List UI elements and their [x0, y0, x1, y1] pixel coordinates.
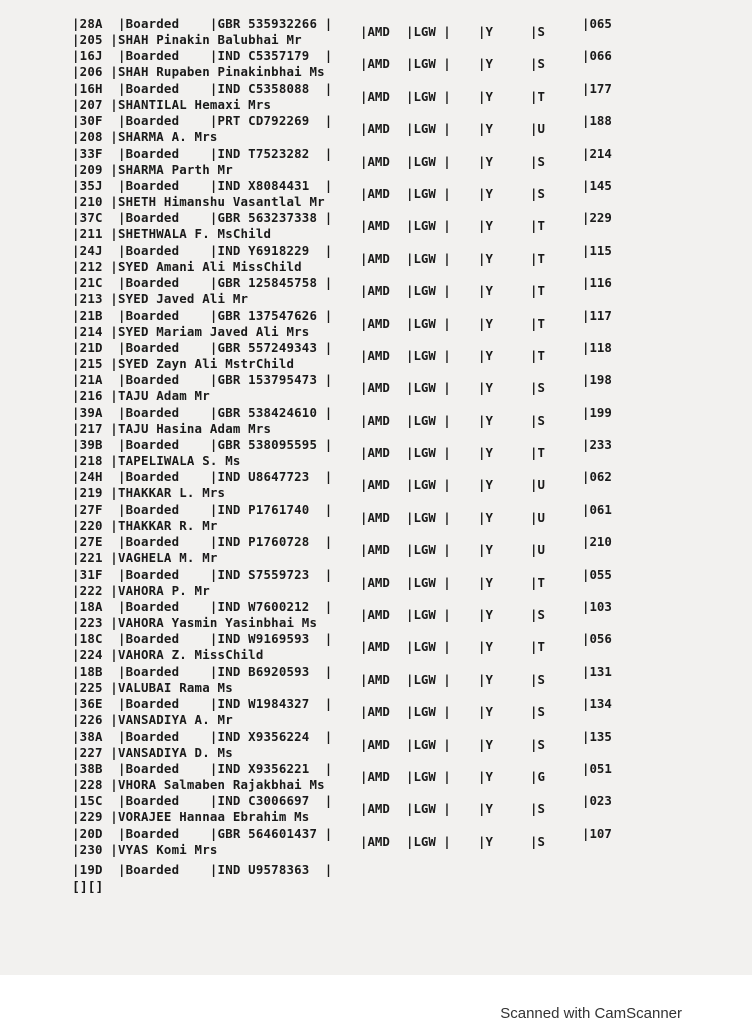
flight-columns: [360, 177, 650, 202]
class-code: |T: [530, 315, 545, 331]
seat-status-passport: |18A |Boarded |IND W7600212 |: [72, 599, 333, 615]
origin-code: |AMD: [360, 218, 390, 234]
class-code: |G: [530, 768, 545, 784]
origin-code: |AMD: [360, 121, 390, 137]
seat-status-passport: |36E |Boarded |IND W1984327 |: [72, 696, 333, 712]
destination-code: |LGW |: [406, 542, 451, 558]
passenger-record: [72, 241, 652, 273]
flight-columns: [360, 48, 650, 72]
cabin-code: |Y: [478, 574, 493, 590]
bag-number: |107: [582, 825, 612, 841]
sequence-name: |207 |SHANTILAL Hemaxi Mrs: [72, 96, 272, 112]
bag-number: |023: [582, 793, 612, 809]
destination-code: |LGW |: [406, 283, 451, 299]
cabin-code: |Y: [478, 88, 493, 104]
flight-columns: [360, 16, 650, 40]
cabin-code: |Y: [478, 671, 493, 687]
flight-columns: [360, 534, 650, 558]
seat-status-passport: |28A |Boarded |GBR 535932266 |: [72, 16, 333, 31]
destination-code: |LGW |: [406, 607, 451, 623]
destination-code: |LGW |: [406, 671, 451, 687]
passenger-record: [72, 273, 652, 305]
sequence-name: |227 |VANSADIYA D. Ms: [72, 744, 233, 760]
seat-status-passport: |18C |Boarded |IND W9169593 |: [72, 631, 333, 647]
cabin-code: |Y: [478, 250, 493, 266]
seat-status-passport: |18B |Boarded |IND B6920593 |: [72, 663, 333, 679]
destination-code: |LGW |: [406, 412, 451, 428]
origin-code: |AMD: [360, 574, 390, 590]
seat-status-passport: |24H |Boarded |IND U8647723 |: [72, 469, 333, 485]
origin-code: |AMD: [360, 607, 390, 623]
seat-status-passport: |21B |Boarded |GBR 137547626 |: [72, 307, 333, 323]
flight-columns: [360, 113, 650, 137]
passenger-record: [72, 306, 652, 338]
seat-status-passport: |16H |Boarded |IND C5358088 |: [72, 80, 333, 96]
bag-number: |118: [582, 339, 612, 355]
passenger-list: [72, 14, 652, 856]
origin-code: |AMD: [360, 768, 390, 784]
class-code: |S: [530, 833, 545, 849]
scanner-footer: [0, 975, 752, 1024]
bag-number: |061: [582, 501, 612, 517]
passenger-record: [72, 500, 652, 532]
cabin-code: |Y: [478, 283, 493, 299]
origin-code: |AMD: [360, 736, 390, 752]
cabin-code: |Y: [478, 736, 493, 752]
flight-columns: [360, 210, 650, 234]
destination-code: |LGW |: [406, 768, 451, 784]
flight-columns: [360, 663, 650, 688]
passenger-record: [72, 370, 652, 402]
flight-columns: [360, 599, 650, 623]
bag-number: |117: [582, 307, 612, 323]
origin-code: |AMD: [360, 542, 390, 558]
class-code: |S: [530, 801, 545, 817]
origin-code: |AMD: [360, 315, 390, 331]
passenger-record: [72, 338, 652, 370]
class-code: |T: [530, 445, 545, 461]
origin-code: |AMD: [360, 445, 390, 461]
cabin-code: |Y: [478, 833, 493, 849]
destination-code: |LGW |: [406, 477, 451, 493]
sequence-name: |221 |VAGHELA M. Mr: [72, 550, 218, 566]
bag-number: |065: [582, 16, 612, 31]
flight-columns: [360, 760, 650, 785]
origin-code: |AMD: [360, 509, 390, 525]
bag-number: |177: [582, 80, 612, 96]
cabin-code: |Y: [478, 768, 493, 784]
sequence-name: |211 |SHETHWALA F. MsChild: [72, 226, 272, 242]
bag-number: |198: [582, 372, 612, 388]
seat-status-passport: |21D |Boarded |GBR 557249343 |: [72, 339, 333, 355]
cabin-code: |Y: [478, 347, 493, 363]
sequence-name: |223 |VAHORA Yasmin Yasinbhai Ms: [72, 615, 318, 631]
seat-status-passport: |38B |Boarded |IND X9356221 |: [72, 760, 333, 776]
destination-code: |LGW |: [406, 88, 451, 104]
sequence-name: |210 |SHETH Himanshu Vasantlal Mr: [72, 193, 325, 209]
bag-number: |199: [582, 404, 612, 420]
flight-columns: [360, 825, 650, 850]
class-code: |S: [530, 671, 545, 687]
cabin-code: |Y: [478, 185, 493, 201]
seat-status-passport: |38A |Boarded |IND X9356224 |: [72, 728, 333, 744]
cabin-code: |Y: [478, 704, 493, 720]
origin-code: |AMD: [360, 283, 390, 299]
destination-code: |LGW |: [406, 153, 451, 169]
flight-columns: [360, 404, 650, 429]
passenger-record: [72, 467, 652, 499]
cabin-code: |Y: [478, 153, 493, 169]
origin-code: |AMD: [360, 347, 390, 363]
end-marker: [][]: [72, 880, 104, 895]
passenger-record: [72, 597, 652, 629]
sequence-name: |215 |SYED Zayn Ali MstrChild: [72, 355, 295, 371]
origin-code: |AMD: [360, 801, 390, 817]
destination-code: |LGW |: [406, 218, 451, 234]
sequence-name: |225 |VALUBAI Rama Ms: [72, 679, 233, 695]
passenger-record: [72, 208, 652, 240]
origin-code: |AMD: [360, 639, 390, 655]
sequence-name: |217 |TAJU Hasina Adam Mrs: [72, 420, 272, 436]
bag-number: |103: [582, 599, 612, 615]
destination-code: |LGW |: [406, 509, 451, 525]
passenger-record: [72, 79, 652, 111]
seat-status-passport: |16J |Boarded |IND C5357179 |: [72, 48, 333, 64]
bag-number: |210: [582, 534, 612, 550]
flight-columns: [360, 307, 650, 332]
passenger-record: [72, 403, 652, 435]
sequence-name: |213 |SYED Javed Ali Mr: [72, 291, 249, 307]
origin-code: |AMD: [360, 671, 390, 687]
flight-columns: [360, 242, 650, 267]
sequence-name: |222 |VAHORA P. Mr: [72, 582, 210, 598]
sequence-name: |209 |SHARMA Parth Mr: [72, 161, 233, 177]
destination-code: |LGW |: [406, 833, 451, 849]
cabin-code: |Y: [478, 412, 493, 428]
passenger-record: [72, 662, 652, 694]
class-code: |S: [530, 185, 545, 201]
sequence-name: |230 |VYAS Komi Mrs: [72, 841, 218, 857]
destination-code: |LGW |: [406, 24, 451, 39]
class-code: |T: [530, 250, 545, 266]
flight-columns: [360, 372, 650, 396]
cabin-code: |Y: [478, 607, 493, 623]
seat-status-passport: |37C |Boarded |GBR 563237338 |: [72, 210, 333, 226]
class-code: |U: [530, 542, 545, 558]
cabin-code: |Y: [478, 801, 493, 817]
bag-number: |233: [582, 437, 612, 453]
cabin-code: |Y: [478, 24, 493, 39]
passenger-record: [72, 46, 652, 78]
class-code: |T: [530, 574, 545, 590]
cabin-code: |Y: [478, 121, 493, 137]
cabin-code: |Y: [478, 315, 493, 331]
class-code: |T: [530, 88, 545, 104]
flight-columns: [360, 728, 650, 753]
bag-number: |131: [582, 663, 612, 679]
destination-code: |LGW |: [406, 380, 451, 396]
passenger-record: [72, 727, 652, 759]
seat-status-passport: |24J |Boarded |IND Y6918229 |: [72, 242, 333, 258]
origin-code: |AMD: [360, 56, 390, 72]
seat-status-passport: |39B |Boarded |GBR 538095595 |: [72, 437, 333, 453]
destination-code: |LGW |: [406, 574, 451, 590]
seat-status-passport: |21C |Boarded |GBR 125845758 |: [72, 275, 333, 291]
flight-columns: [360, 80, 650, 105]
passenger-record: [72, 435, 652, 467]
bag-number: |051: [582, 760, 612, 776]
class-code: |S: [530, 56, 545, 72]
passenger-record: [72, 14, 652, 46]
origin-code: |AMD: [360, 477, 390, 493]
sequence-name: |205 |SHAH Pinakin Balubhai Mr: [72, 32, 302, 47]
sequence-name: |220 |THAKKAR R. Mr: [72, 517, 218, 533]
class-code: |S: [530, 380, 545, 396]
passenger-record: [72, 629, 652, 661]
cabin-code: |Y: [478, 445, 493, 461]
cabin-code: |Y: [478, 380, 493, 396]
flight-columns: [360, 145, 650, 170]
origin-code: |AMD: [360, 412, 390, 428]
sequence-name: |206 |SHAH Rupaben Pinakinbhai Ms: [72, 64, 325, 80]
passenger-record: [72, 176, 652, 208]
origin-code: |AMD: [360, 833, 390, 849]
sequence-name: |218 |TAPELIWALA S. Ms: [72, 453, 241, 469]
class-code: |U: [530, 121, 545, 137]
bag-number: |115: [582, 242, 612, 258]
sequence-name: |219 |THAKKAR L. Mrs: [72, 485, 226, 501]
flight-columns: [360, 275, 650, 299]
sequence-name: |224 |VAHORA Z. MissChild: [72, 647, 264, 663]
last-row: |19D |Boarded |IND U9578363 |: [72, 862, 333, 877]
seat-status-passport: |27F |Boarded |IND P1761740 |: [72, 501, 333, 517]
class-code: |T: [530, 347, 545, 363]
cabin-code: |Y: [478, 509, 493, 525]
seat-status-passport: |15C |Boarded |IND C3006697 |: [72, 793, 333, 809]
bag-number: |145: [582, 177, 612, 193]
flight-columns: [360, 696, 650, 720]
destination-code: |LGW |: [406, 315, 451, 331]
sequence-name: |226 |VANSADIYA A. Mr: [72, 712, 233, 728]
passenger-record: [72, 824, 652, 856]
origin-code: |AMD: [360, 24, 390, 39]
flight-columns: [360, 566, 650, 591]
passenger-record: [72, 144, 652, 176]
class-code: |S: [530, 736, 545, 752]
sequence-name: |228 |VHORA Salmaben Rajakbhai Ms: [72, 776, 325, 792]
destination-code: |LGW |: [406, 736, 451, 752]
class-code: |T: [530, 639, 545, 655]
destination-code: |LGW |: [406, 250, 451, 266]
destination-code: |LGW |: [406, 121, 451, 137]
flight-columns: [360, 631, 650, 655]
destination-code: |LGW |: [406, 347, 451, 363]
bag-number: |056: [582, 631, 612, 647]
sequence-name: |208 |SHARMA A. Mrs: [72, 129, 218, 145]
origin-code: |AMD: [360, 250, 390, 266]
cabin-code: |Y: [478, 542, 493, 558]
class-code: |S: [530, 607, 545, 623]
seat-status-passport: |33F |Boarded |IND T7523282 |: [72, 145, 333, 161]
class-code: |U: [530, 509, 545, 525]
destination-code: |LGW |: [406, 704, 451, 720]
destination-code: |LGW |: [406, 185, 451, 201]
passenger-record: [72, 694, 652, 726]
bag-number: |229: [582, 210, 612, 226]
bag-number: |214: [582, 145, 612, 161]
class-code: |S: [530, 412, 545, 428]
bag-number: |135: [582, 728, 612, 744]
bag-number: |116: [582, 275, 612, 291]
class-code: |U: [530, 477, 545, 493]
seat-status-passport: |20D |Boarded |GBR 564601437 |: [72, 825, 333, 841]
bag-number: |134: [582, 696, 612, 712]
sequence-name: |216 |TAJU Adam Mr: [72, 388, 210, 404]
seat-status-passport: |35J |Boarded |IND X8084431 |: [72, 177, 333, 193]
destination-code: |LGW |: [406, 801, 451, 817]
bag-number: |188: [582, 113, 612, 129]
origin-code: |AMD: [360, 704, 390, 720]
passenger-record: [72, 111, 652, 143]
flight-columns: [360, 437, 650, 461]
bag-number: |066: [582, 48, 612, 64]
bag-number: |062: [582, 469, 612, 485]
sequence-name: |214 |SYED Mariam Javed Ali Mrs: [72, 323, 310, 339]
sequence-name: |212 |SYED Amani Ali MissChild: [72, 258, 302, 274]
footer-watermark: Scanned with CamScanner: [500, 1005, 682, 1022]
flight-columns: [360, 469, 650, 493]
cabin-code: |Y: [478, 639, 493, 655]
passenger-record: [72, 565, 652, 597]
cabin-code: |Y: [478, 218, 493, 234]
origin-code: |AMD: [360, 380, 390, 396]
flight-columns: [360, 501, 650, 526]
class-code: |S: [530, 153, 545, 169]
seat-status-passport: |30F |Boarded |PRT CD792269 |: [72, 113, 333, 129]
destination-code: |LGW |: [406, 56, 451, 72]
class-code: |T: [530, 218, 545, 234]
cabin-code: |Y: [478, 477, 493, 493]
cabin-code: |Y: [478, 56, 493, 72]
class-code: |T: [530, 283, 545, 299]
sequence-name: |229 |VORAJEE Hannaa Ebrahim Ms: [72, 809, 310, 825]
bag-number: |055: [582, 566, 612, 582]
origin-code: |AMD: [360, 153, 390, 169]
seat-status-passport: |27E |Boarded |IND P1760728 |: [72, 534, 333, 550]
flight-columns: [360, 339, 650, 364]
passenger-record: [72, 532, 652, 564]
passenger-record: [72, 791, 652, 823]
passenger-record: [72, 759, 652, 791]
flight-columns: [360, 793, 650, 817]
seat-status-passport: |39A |Boarded |GBR 538424610 |: [72, 404, 333, 420]
origin-code: |AMD: [360, 88, 390, 104]
seat-status-passport: |21A |Boarded |GBR 153795473 |: [72, 372, 333, 388]
destination-code: |LGW |: [406, 445, 451, 461]
destination-code: |LGW |: [406, 639, 451, 655]
class-code: |S: [530, 24, 545, 39]
origin-code: |AMD: [360, 185, 390, 201]
class-code: |S: [530, 704, 545, 720]
seat-status-passport: |31F |Boarded |IND S7559723 |: [72, 566, 333, 582]
